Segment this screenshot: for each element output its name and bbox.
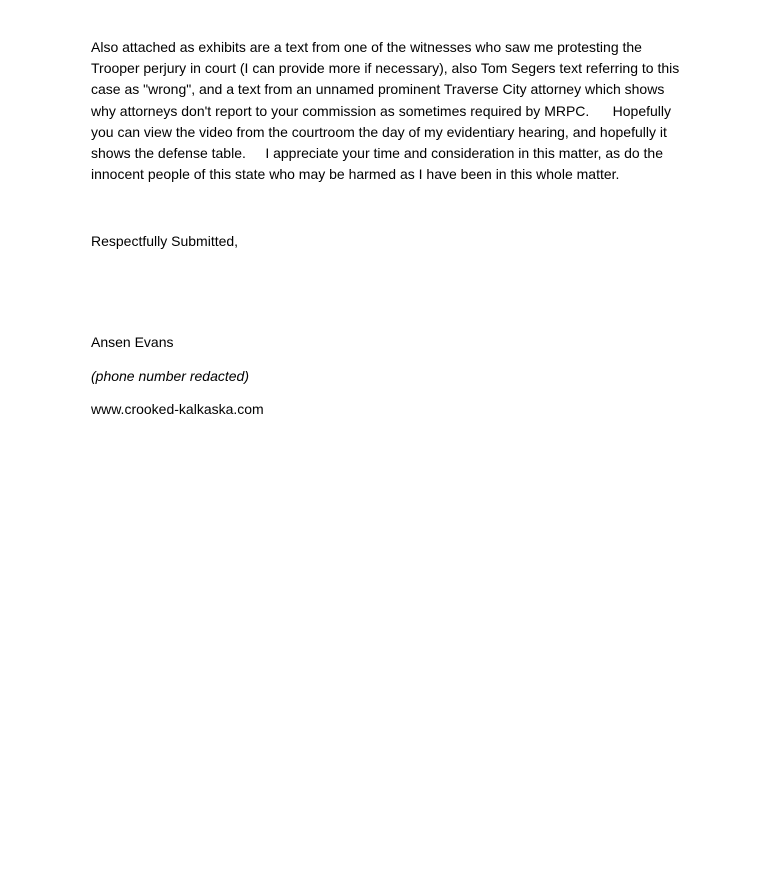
paragraph-line: shows the defense table. I appreciate your time and consideration in this matter, as do the	[91, 145, 663, 162]
website-url: www.crooked-kalkaska.com	[91, 401, 264, 417]
signer-name: Ansen Evans	[91, 334, 174, 350]
paragraph-line: you can view the video from the courtroom the day of my evidentiary hearing, and hopefully it	[91, 123, 667, 140]
paragraph-line: why attorneys don't report to your commission as sometimes required by MRPC. Hopefully	[91, 102, 672, 119]
letter-paragraph	[91, 37, 691, 185]
closing-salutation: Respectfully Submitted,	[91, 233, 239, 249]
paragraph-line: Also attached as exhibits are a text from one of the witnesses who saw me protesting the	[91, 39, 642, 55]
paragraph-line: Trooper perjury in court (I can provide more if necessary), also Tom Segers text referring to this	[91, 60, 680, 77]
paragraph-line: case as "wrong", and a text from an unnamed prominent Traverse City attorney which shows	[91, 81, 665, 98]
paragraph-line: innocent people of this state who may be harmed as I have been in this whole matter.	[91, 166, 620, 183]
phone-note: (phone number redacted)	[91, 368, 249, 384]
